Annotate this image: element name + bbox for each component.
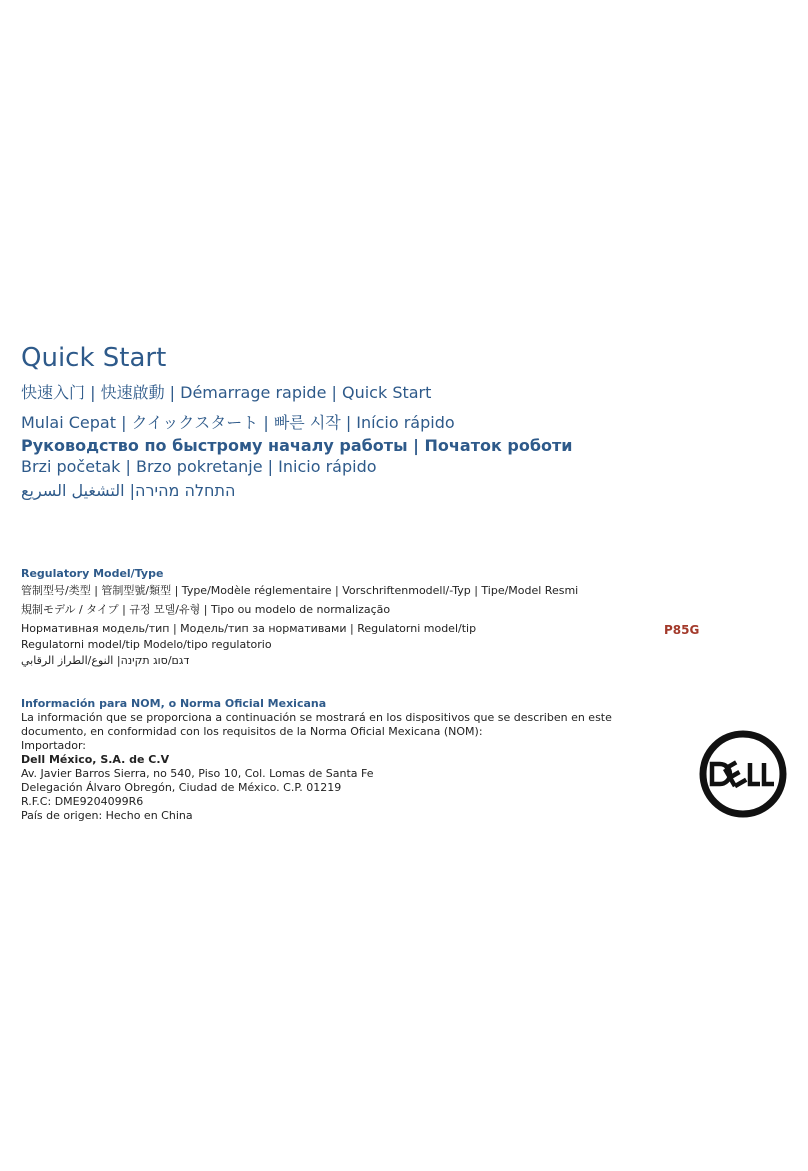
nom-line-6: Delegación Álvaro Obregón, Ciudad de México. C.P. 01219 — [21, 781, 342, 794]
nom-heading: Información para NOM, o Norma Oficial Mexicana — [21, 697, 327, 710]
regulatory-line-4: Regulatorni model/tip Modelo/tipo regulatorio — [21, 638, 272, 651]
subtitle-line-4: Brzi početak | Brzo pokretanje | Inicio rápido — [21, 457, 377, 476]
nom-importer-name: Dell México, S.A. de C.V — [21, 753, 170, 766]
regulatory-line-2: 規制モデル / タイプ | 규정 모델/유형 | Tipo ou modelo de normalização — [21, 603, 391, 616]
dell-logo-ring — [703, 734, 783, 814]
regulatory-model-number: P85G — [664, 623, 700, 637]
subtitle-line-2: Mulai Cepat | クイックスタート | 빠른 시작 | Início rápido — [21, 413, 455, 432]
nom-line-7: R.F.C: DME9204099R6 — [21, 795, 144, 808]
nom-line-5: Av. Javier Barros Sierra, no 540, Piso 10, Col. Lomas de Santa Fe — [21, 767, 374, 780]
nom-line-2: documento, en conformidad con los requisitos de la Norma Oficial Mexicana (NOM): — [21, 725, 483, 738]
nom-line-8: País de origen: Hecho en China — [21, 809, 193, 822]
nom-line-1: La información que se proporciona a continuación se mostrará en los dispositivos que se describen en este — [21, 711, 612, 724]
dell-logo-l1 — [750, 763, 760, 784]
regulatory-heading: Regulatory Model/Type — [21, 567, 164, 580]
subtitle-line-3: Руководство по быстрому началу работы | Початок роботи — [21, 436, 573, 455]
dell-logo — [698, 729, 788, 819]
regulatory-line-5: דגם/סוג תקינה| النوع/الطراز الرقابي — [21, 654, 190, 667]
subtitle-line-5: התחלה מהירה| التشغيل السريع — [21, 481, 236, 500]
nom-line-3: Importador: — [21, 739, 86, 752]
regulatory-line-1: 管制型号/类型 | 管制型號/類型 | Type/Modèle réglementaire | Vorschriftenmodell/-Typ | Tipe/Model Resmi — [21, 584, 579, 597]
subtitle-line-1: 快速入门 | 快速啟動 | Démarrage rapide | Quick Start — [21, 383, 432, 402]
regulatory-line-3: Нормативная модель/тип | Модель/тип за нормативами | Regulatorni model/tip — [21, 622, 477, 635]
dell-logo-l2 — [764, 763, 774, 784]
page-title: Quick Start — [21, 343, 167, 373]
